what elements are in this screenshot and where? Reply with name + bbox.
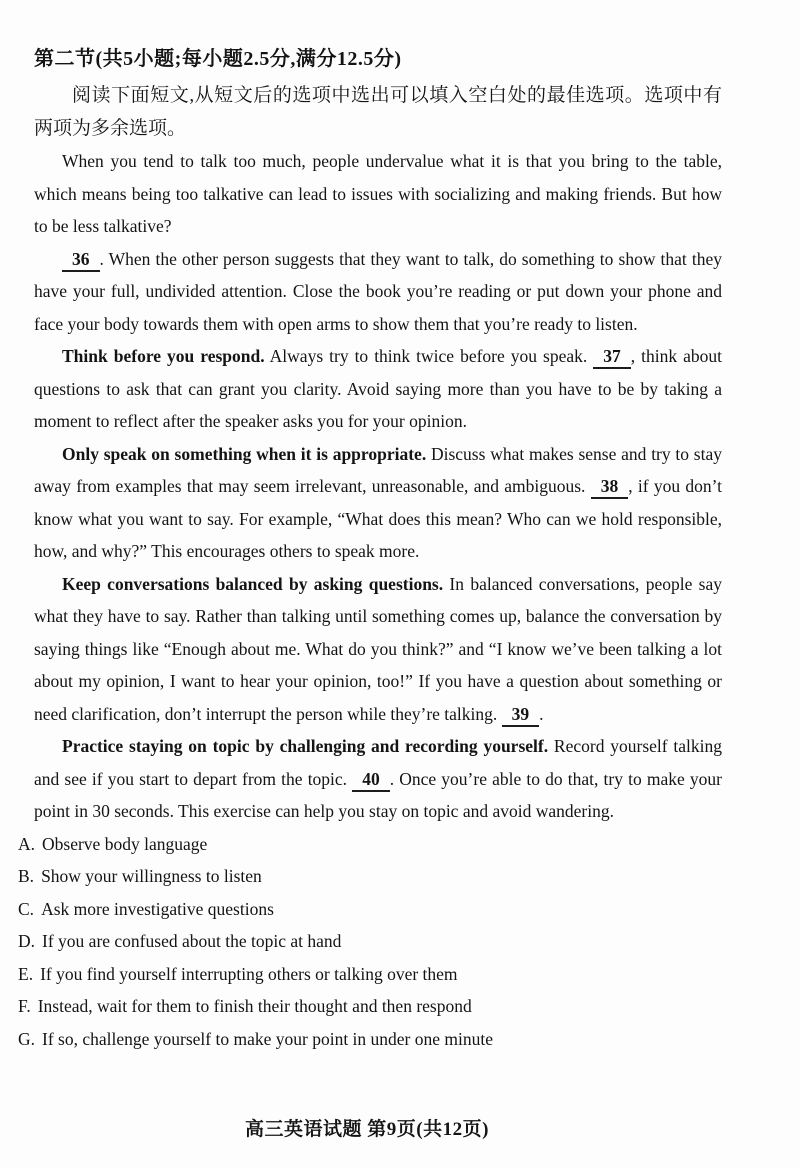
paragraph-heading: Keep conversations balanced by asking questions.	[62, 573, 444, 594]
option-text: If you are confused about the topic at hand	[42, 931, 342, 951]
option-letter: C.	[18, 898, 35, 919]
paragraph-text: , if you don’t know what you want to say. For example, “What does this mean? Who can we hold responsible, how, and why?” This encourages others to speak more.	[34, 476, 722, 561]
paragraph-text: When you tend to talk too much, people undervalue what it is that you bring to the table, which means being too talkative can lead to issues with socializing and making friends. But how to be less talkative?	[34, 151, 722, 236]
option-text: If you find yourself interrupting others or talking over them	[40, 963, 458, 984]
passage-paragraph-3	[34, 340, 722, 438]
option-G	[18, 1023, 722, 1056]
paragraph-text: , think about questions to ask that can grant you clarity. Avoid saying more than you have to be by taking a moment to reflect after the speaker asks you for your opinion.	[34, 346, 722, 431]
paragraph-text: Record yourself talking and see if you start to depart from the topic.	[34, 736, 723, 789]
option-text: Instead, wait for them to finish their thought and then respond	[37, 996, 472, 1016]
blank-38: 38	[591, 476, 629, 499]
passage-paragraph-4	[34, 438, 722, 568]
paragraph-heading: Practice staying on topic by challenging and recording yourself.	[62, 736, 549, 756]
paragraph-heading: Only speak on something when it is appropriate.	[62, 443, 427, 464]
option-text: Show your willingness to listen	[41, 866, 262, 886]
paragraph-text: Always try to think twice before you speak.	[264, 346, 594, 366]
option-text: Observe body language	[42, 833, 208, 854]
passage-paragraph-2	[34, 243, 722, 341]
page-content	[18, 44, 723, 1055]
option-A	[18, 828, 722, 861]
paragraph-text: . When the other person suggests that they want to talk, do something to show that they have your full, undivided attention. Close the book you’re reading or put down your phone and face your body towards them with open arms to show them that you’re ready to listen.	[34, 248, 722, 334]
option-letter: B.	[18, 866, 35, 886]
blank-37: 37	[593, 346, 631, 369]
option-D	[18, 925, 722, 958]
passage-paragraph-6	[34, 730, 722, 828]
passage-paragraph-5	[34, 568, 722, 731]
option-letter: D.	[18, 931, 36, 951]
page-footer: 高三英语试题 第9页(共12页)	[245, 1119, 489, 1140]
blank-39: 39	[502, 704, 540, 727]
paragraph-text: In balanced conversations, people say what they have to say. Rather than talking until something comes up, balance the conversation by saying things like “Enough about me. What do you think?” and “I know we’ve been talking a lot about my opinion, I want to hear your opinion, too!” If you have a question about something or need clarification, don’t interrupt the person while they’re talking.	[34, 573, 722, 724]
option-E	[18, 958, 722, 991]
option-B	[18, 860, 722, 893]
option-F	[18, 990, 722, 1023]
option-letter: G.	[18, 1028, 36, 1049]
option-letter: A.	[18, 833, 36, 854]
option-text: If so, challenge yourself to make your point in under one minute	[42, 1028, 494, 1049]
instruction-text: 阅读下面短文,从短文后的选项中选出可以填入空白处的最佳选项。选项中有两项为多余选项。	[34, 85, 722, 139]
paragraph-heading: Think before you respond.	[62, 346, 265, 366]
option-C	[18, 893, 722, 926]
passage-paragraph-1	[34, 145, 722, 243]
blank-40: 40	[352, 769, 390, 792]
paragraph-text: .	[539, 703, 544, 724]
section-title: 第二节(共5小题;每小题2.5分,满分12.5分)	[34, 48, 402, 70]
option-letter: E.	[18, 963, 34, 984]
option-text: Ask more investigative questions	[41, 898, 274, 919]
paragraph-text: . Once you’re able to do that, try to make your point in 30 seconds. This exercise can help you stay on topic and avoid wandering.	[34, 768, 722, 821]
passage	[34, 145, 722, 828]
option-letter: F.	[18, 996, 31, 1016]
blank-36: 36	[62, 249, 100, 272]
paragraph-text: Discuss what makes sense and try to stay away from examples that may seem irrelevant, unreasonable, and ambiguous.	[34, 443, 722, 496]
options-list	[18, 828, 722, 1056]
